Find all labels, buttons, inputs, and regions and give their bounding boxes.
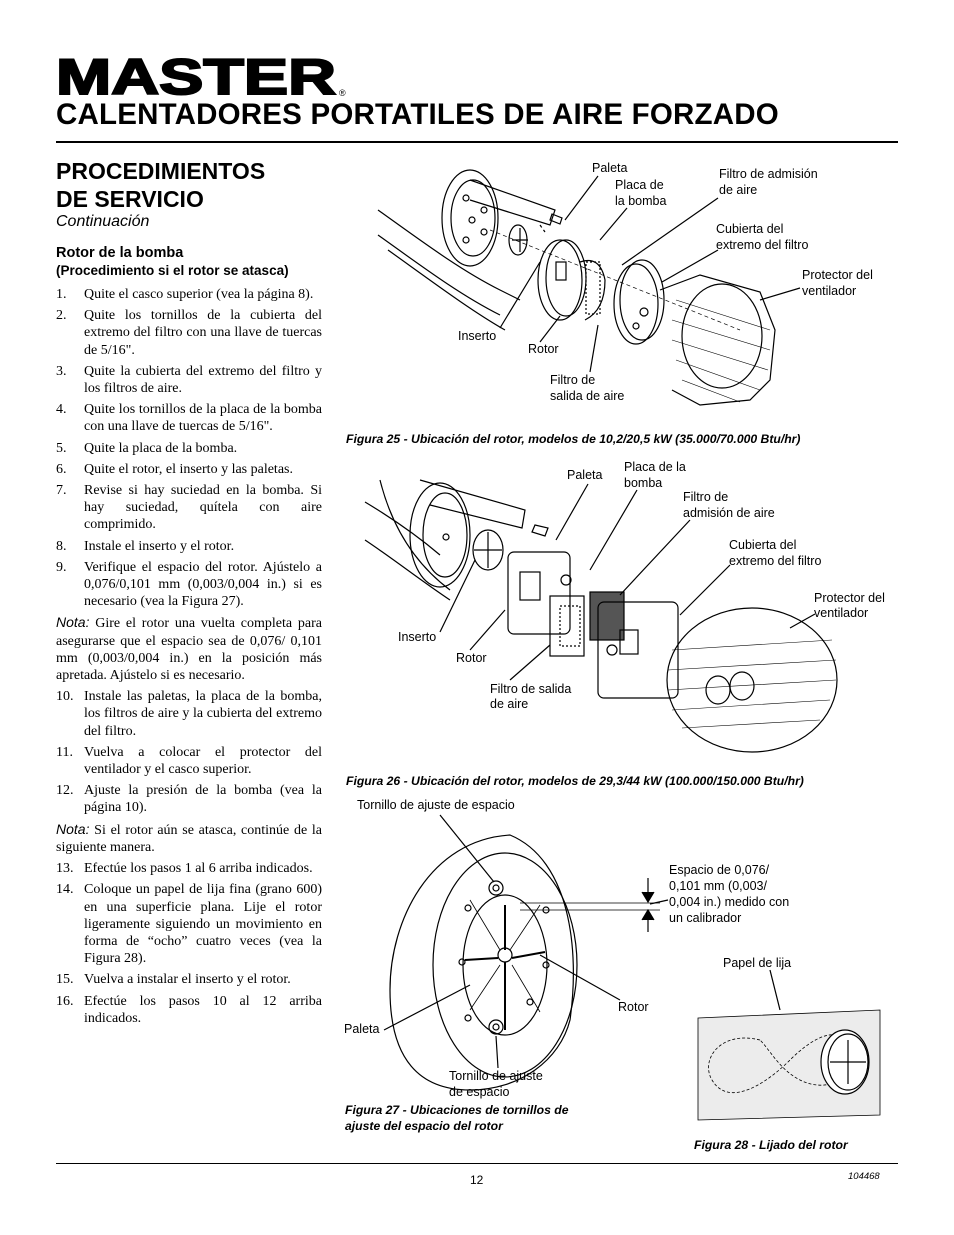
fig26-label-paleta: Paleta [567, 468, 603, 482]
fig25-label-cubierta-2: extremo del filtro [716, 238, 809, 252]
fig27-label-tornillo-b2: de espacio [449, 1085, 510, 1099]
step-text: Instale el inserto y el rotor. [84, 538, 235, 554]
step-number: 14. [56, 882, 74, 898]
fig27-label-espacio-4: un calibrador [669, 911, 742, 925]
step-number: 9. [56, 559, 67, 575]
fig27-label-espacio-3: 0,004 in.) medido con [669, 895, 790, 909]
step-text: Quite la placa de la bomba. [84, 440, 238, 456]
fig25-label-protector-2: ventilador [802, 284, 857, 298]
subsection-heading: Rotor de la bomba [56, 245, 184, 261]
fig25-label-filtro-sal-2: salida de aire [550, 389, 625, 403]
fig26-label-filtro-sal-2: de aire [490, 697, 529, 711]
step-text: Quite la cubierta del extremo del filtro y los filtros de aire. [84, 363, 322, 397]
step-number: 7. [56, 483, 67, 499]
step-text: Quite los tornillos de la placa de la bomba con una llave de tuercas de 5/16". [84, 402, 322, 435]
figure-27-drawing [384, 815, 668, 1090]
section-title-line1: PROCEDIMIENTOS [56, 158, 266, 184]
step-text: Quite los tornillos de la cubierta del extremo del filtro con una llave de tuercas de 5/16". [84, 308, 322, 358]
fig25-label-placa-2: la bomba [615, 194, 667, 208]
step-text: Coloque un papel de lija fina (grano 600) en una superficie plana. Lije el rotor ligeramente siguiendo un movimiento en forma de “ocho” cuatro veces (vea la Figura 28). [84, 882, 322, 967]
fig27-label-tornillo-b1: Tornillo de ajuste [449, 1069, 543, 1083]
fig26-label-placa-1: Placa de la [624, 460, 686, 474]
brand-wordmark: MASTER [56, 52, 336, 100]
footer-divider [56, 1163, 898, 1164]
fig26-label-inserto: Inserto [398, 630, 437, 644]
step-text: Revise si hay suciedad en la bomba. Si hay suciedad, quítela con aire comprimido. [84, 483, 322, 533]
fig26-label-filtro-sal-1: Filtro de salida [490, 682, 572, 696]
step-number: 3. [56, 363, 67, 379]
fig27-label-espacio-2: 0,101 mm (0,003/ [669, 879, 767, 893]
fig26-label-filtro-adm-1: Filtro de [683, 490, 729, 504]
section-subtitle: Continuación [56, 213, 150, 230]
step-number: 13. [56, 861, 74, 877]
step-number: 12. [56, 783, 74, 799]
registered-mark: ® [339, 88, 346, 98]
fig26-label-filtro-adm-2: admisión de aire [683, 506, 775, 520]
step-number: 4. [56, 402, 67, 418]
fig26-label-placa-2: bomba [624, 476, 663, 490]
step-text: Vuelva a instalar el inserto y el rotor. [84, 972, 291, 988]
fig26-label-protector-1: Protector del [814, 591, 885, 605]
step-text: Quite el rotor, el inserto y las paletas. [84, 461, 293, 477]
fig25-label-filtro-adm-1: Filtro de admisión [719, 167, 818, 181]
step-number: 6. [56, 461, 67, 477]
fig27-label-tornillo-top: Tornillo de ajuste de espacio [357, 798, 515, 812]
fig27-label-espacio-1: Espacio de 0,076/ [669, 863, 770, 877]
note-text: Gire el rotor una vuelta completa para asegurarse que el espacio sea de 0,076/ 0,101 mm (0,003/0,004 in.) en la posición más apretada. Ajústelo si es necesario. [56, 616, 322, 684]
fig26-caption: Figura 26 - Ubicación del rotor, modelos de 29,3/44 kW (100.000/150.000 Btu/hr) [346, 774, 804, 788]
step-text: Efectúe los pasos 10 al 12 arriba indicados. [84, 993, 322, 1026]
figure-25-drawing [378, 170, 800, 405]
step-text: Quite el casco superior (vea la página 8). [84, 287, 314, 302]
fig25-label-filtro-sal-1: Filtro de [550, 373, 596, 387]
step-number: 10. [56, 689, 74, 705]
fig26-label-cubierta-2: extremo del filtro [729, 554, 822, 568]
step-text: Ajuste la presión de la bomba (vea la página 10). [84, 783, 322, 816]
fig25-label-filtro-adm-2: de aire [719, 183, 758, 197]
fig25-label-paleta: Paleta [592, 161, 628, 175]
fig25-label-rotor: Rotor [528, 342, 559, 356]
step-number: 15. [56, 972, 74, 988]
step-text: Verifique el espacio del rotor. Ajústelo a 0,076/0,101 mm (0,003/0,004 in.) si es necesario (vea la Figura 27). [84, 559, 322, 610]
fig26-label-cubierta-1: Cubierta del [729, 538, 797, 552]
fig26-label-rotor: Rotor [456, 651, 487, 665]
document-code: 104468 [848, 1171, 880, 1182]
section-title-line2: DE SERVICIO [56, 186, 204, 212]
note-text: Si el rotor aún se atasca, continúe de la siguiente manera. [56, 822, 322, 855]
step-text: Efectúe los pasos 1 al 6 arriba indicados. [84, 861, 313, 877]
fig28-label-papel: Papel de lija [723, 956, 792, 970]
step-number: 1. [56, 287, 67, 302]
subsection-subheading: (Procedimiento si el rotor se atasca) [56, 263, 289, 278]
step-number: 11. [56, 744, 73, 760]
figure-28-drawing [698, 970, 880, 1120]
step-text: Instale las paletas, la placa de la bomba, los filtros de aire y la cubierta del extremo del filtro. [84, 689, 322, 739]
step-number: 8. [56, 538, 67, 554]
fig25-label-inserto: Inserto [458, 329, 497, 343]
page-title: CALENTADORES PORTATILES DE AIRE FORZADO [56, 98, 779, 131]
fig25-label-cubierta-1: Cubierta del [716, 222, 784, 236]
fig25-caption: Figura 25 - Ubicación del rotor, modelos de 10,2/20,5 kW (35.000/70.000 Btu/hr) [346, 432, 801, 446]
fig25-label-placa-1: Placa de [615, 178, 664, 192]
step-number: 5. [56, 440, 67, 456]
fig27-label-rotor: Rotor [618, 1000, 649, 1014]
fig28-caption: Figura 28 - Lijado del rotor [694, 1138, 848, 1152]
note-label: Nota: [56, 820, 90, 837]
fig26-label-protector-2: ventilador [814, 606, 869, 620]
fig25-label-protector-1: Protector del [802, 268, 873, 282]
step-number: 2. [56, 308, 67, 324]
step-number: 16. [56, 993, 74, 1009]
fig27-caption-line2: ajuste del espacio del rotor [345, 1119, 503, 1133]
step-text: Vuelva a colocar el protector del ventilador y el casco superior. [84, 744, 322, 778]
fig27-label-paleta: Paleta [344, 1022, 380, 1036]
fig27-caption-line1: Figura 27 - Ubicaciones de tornillos de [345, 1103, 569, 1117]
note-label: Nota: [56, 614, 90, 631]
page-number: 12 [470, 1173, 484, 1187]
